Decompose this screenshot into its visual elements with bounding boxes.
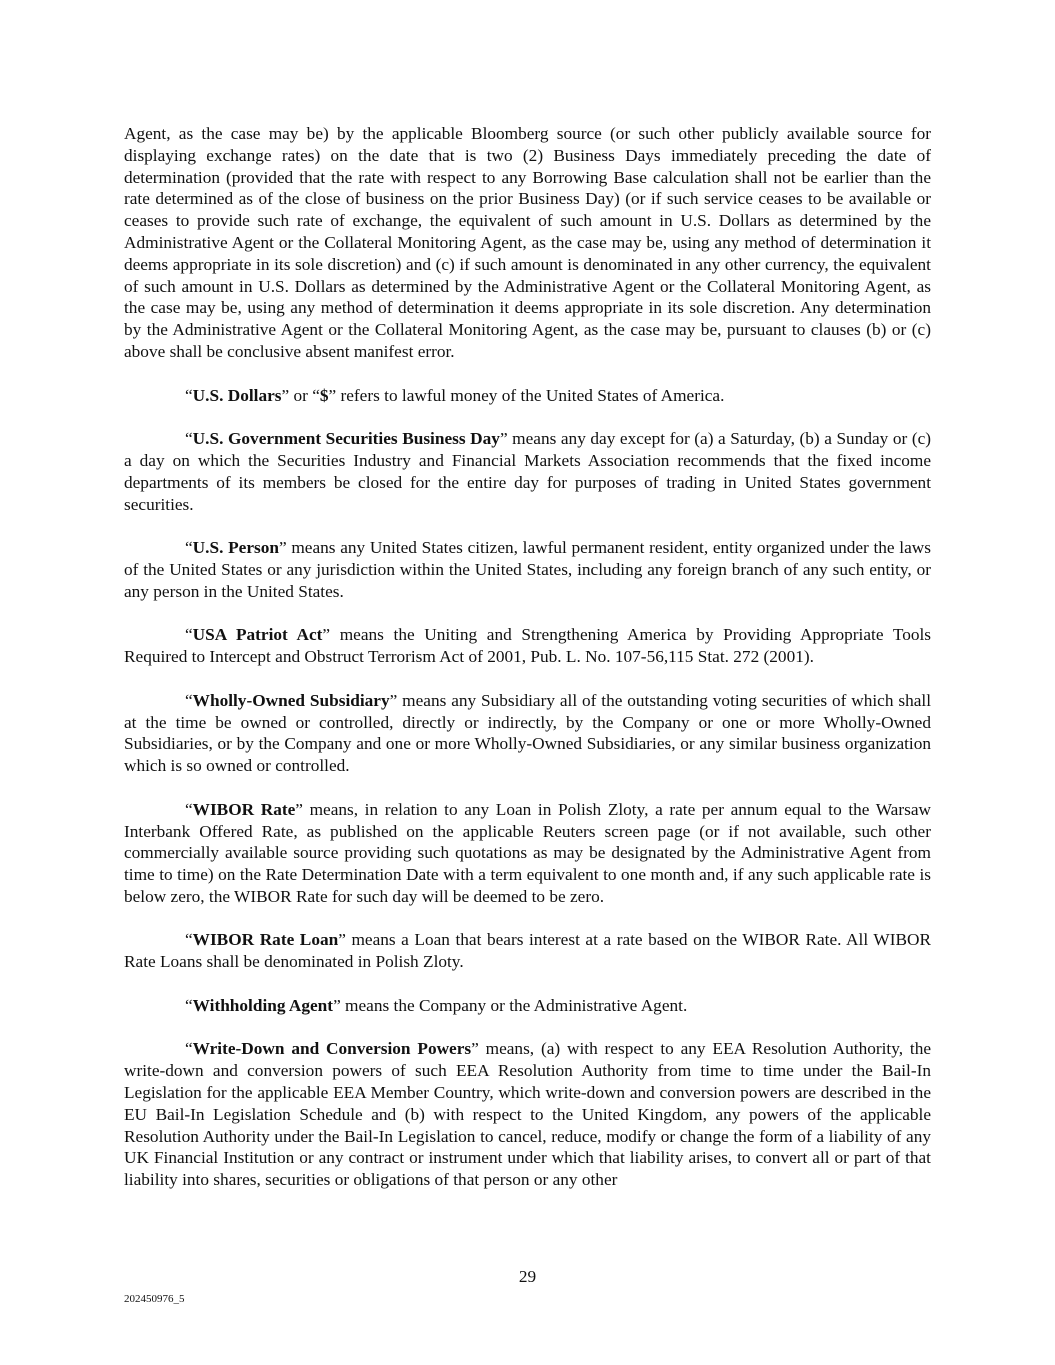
open-quote: “ xyxy=(185,538,193,558)
defined-term: WIBOR Rate xyxy=(192,799,296,819)
document-body xyxy=(124,123,931,1191)
definition-wibor-rate-loan xyxy=(124,929,931,973)
defined-term: U.S. Dollars xyxy=(192,385,282,405)
definition-text: ” means any day except for (a) a Saturday, (b) a Sunday or (c) a day on which the Securities Industry and Financial Markets Association recommends that the fixed income departments of its members be closed for the entire day for purposes of trading in United States government securities. xyxy=(124,429,931,514)
defined-term: Withholding Agent xyxy=(192,995,334,1015)
page-number: 29 xyxy=(518,1267,537,1286)
definition-us-dollars xyxy=(124,385,931,407)
defined-term: Wholly-Owned Subsidiary xyxy=(192,690,390,710)
open-quote: “ xyxy=(185,1039,193,1059)
definition-wibor-rate xyxy=(124,799,931,908)
open-quote: “ xyxy=(185,690,193,710)
definition-text: ” refers to lawful money of the United States of America. xyxy=(328,385,725,405)
definition-text: ” means the Company or the Administrative Agent. xyxy=(333,995,688,1015)
defined-term-symbol: $ xyxy=(319,385,329,405)
open-quote: “ xyxy=(185,385,193,405)
document-id: 202450976_5 xyxy=(124,1293,185,1305)
defined-term: U.S. Person xyxy=(192,538,279,558)
defined-term: U.S. Government Securities Business Day xyxy=(192,429,500,449)
definition-text: ” means any United States citizen, lawful permanent resident, entity organized under the laws of the United States or any jurisdiction within the United States, including any foreign branch of any such entity, or any person in the United States. xyxy=(124,538,931,601)
definition-text: ” means a Loan that bears interest at a rate based on the WIBOR Rate. All WIBOR Rate Loans shall be denominated in Polish Zloty. xyxy=(124,930,931,972)
definition-text: ” means, (a) with respect to any EEA Resolution Authority, the write-down and conversion powers of such EEA Resolution Authority from time to time under the Bail-In Legislation for the applicable EEA Member Country, which write-down and conversion powers are described in the EU Bail-In Legislation Schedule and (b) with respect to the United Kingdom, any powers of the applicable Resolution Authority under the Bail-In Legislation to cancel, reduce, modify or change the form of a liability of any UK Financial Institution or any contract or instrument under which that liability arises, to convert all or part of that liability into shares, securities or obligations of that person or any other xyxy=(124,1039,932,1190)
term-separator: ” or “ xyxy=(281,385,320,405)
definition-withholding-agent xyxy=(124,995,931,1017)
open-quote: “ xyxy=(185,625,193,645)
defined-term: USA Patriot Act xyxy=(192,625,323,645)
continuation-paragraph: Agent, as the case may be) by the applicable Bloomberg source (or such other publicly available source for displaying exchange rates) on the date that is two (2) Business Days immediately preceding the date of determination (provided that the rate with respect to any Borrowing Base calculation shall not be earlier than the rate determined as of the close of business on the prior Business Day) (or if such service ceases to be available or ceases to provide such rate of exchange, the equivalent of such amount in U.S. Dollars as determined by the Administrative Agent or the Collateral Monitoring Agent, as the case may be, using any method of determination it deems appropriate in its sole discretion) and (c) if such amount is denominated in any other currency, the equivalent of such amount in U.S. Dollars as determined by the Administrative Agent or the Collateral Monitoring Agent, as the case may be, using any method of determination it deems appropriate in its sole discretion. Any determination by the Administrative Agent or the Collateral Monitoring Agent, as the case may be, pursuant to clauses (b) or (c) above shall be conclusive absent manifest error. xyxy=(124,124,931,361)
defined-term: Write-Down and Conversion Powers xyxy=(192,1039,472,1059)
definition-wholly-owned-subsidiary xyxy=(124,690,931,777)
open-quote: “ xyxy=(185,799,193,819)
definition-us-person xyxy=(124,537,931,602)
open-quote: “ xyxy=(185,995,193,1015)
definition-text: ” means, in relation to any Loan in Polish Zloty, a rate per annum equal to the Warsaw Interbank Offered Rate, as published on the applicable Reuters screen page (or if not available, such other commercially available source providing such quotations as may be designated by the Administrative Agent from time to time) on the Rate Determination Date with a term equivalent to one month and, if any such applicable rate is below zero, the WIBOR Rate for such day will be deemed to be zero. xyxy=(124,799,931,906)
definition-text: ” means the Uniting and Strengthening America by Providing Appropriate Tools Required to Intercept and Obstruct Terrorism Act of 2001, Pub. L. No. 107-56,115 Stat. 272 (2001). xyxy=(124,625,932,667)
open-quote: “ xyxy=(185,930,193,950)
definition-write-down-and-conversion-powers xyxy=(124,1038,931,1191)
definition-us-government-securities-business-day xyxy=(124,428,931,515)
definition-usa-patriot-act xyxy=(124,624,931,668)
definition-text: ” means any Subsidiary all of the outstanding voting securities of which shall at the time be owned or controlled, directly or indirectly, by the Company or one or more Wholly-Owned Subsidiaries, or by the Company and one or more Wholly-Owned Subsidiaries, or any similar business organization which is so owned or controlled. xyxy=(124,690,932,776)
defined-term: WIBOR Rate Loan xyxy=(192,930,339,950)
open-quote: “ xyxy=(185,429,193,449)
